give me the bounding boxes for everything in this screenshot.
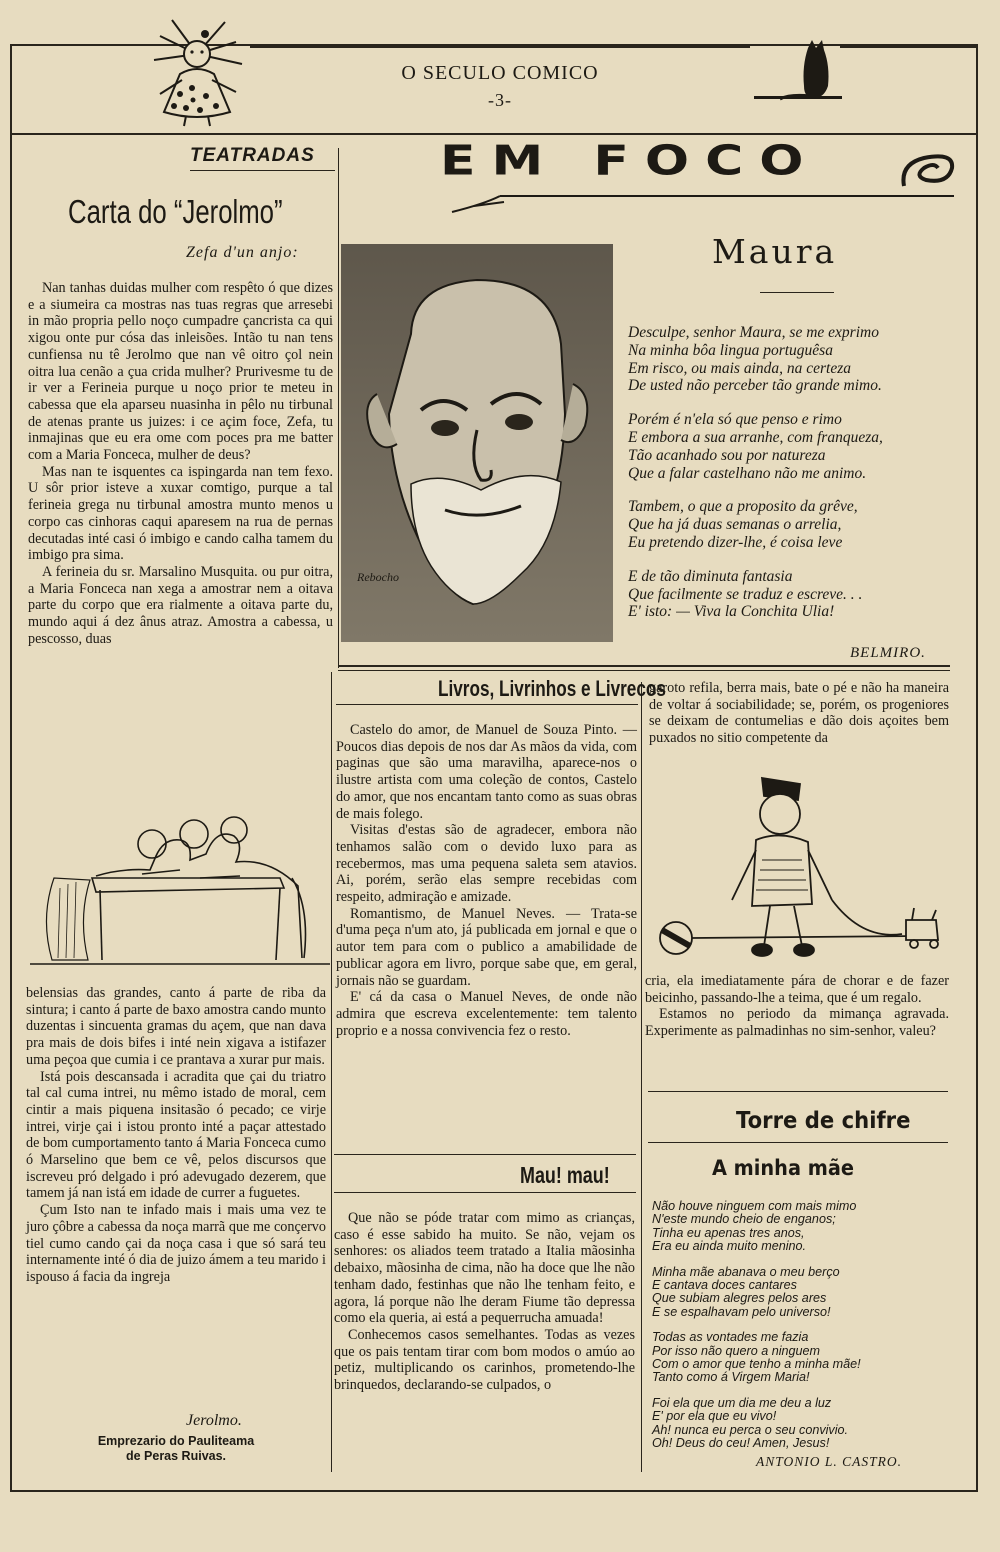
verse: Todas as vontades me fazia: [652, 1330, 809, 1345]
article-body-bottom: [26, 985, 326, 1286]
paragraph: E' cá da casa o Manuel Neves, de onde não admira que escreva excelentemente: tem talento proprio e a nossa convivencia fez o resto.: [336, 989, 637, 1039]
verse: Ah! nunca eu perca o seu convivio.: [652, 1422, 849, 1437]
paragraph: Conhecemos casos semelhantes. Todas as vezes que os pais tentam tirar com bom modos o amúo ao petiz, multiplicando os carinhos, prometendo-lhe brinquedos, declarando-se culpados, o: [334, 1326, 635, 1394]
continuation-bottom: [645, 973, 949, 1040]
author: BELMIRO.: [850, 645, 926, 661]
maura-portrait: [341, 244, 613, 642]
paragraph: Mas nan te isquentes ca ispingarda nan tem fexo. U sôr prior isteve a xuxar comtigo, purque a tal ferineia grega nu tirbunal amostra munto menos u corpo cas cinhoras caqui aparesem na rua de pernas decutadas inté casi ó imbigo e cando calha tamem du imbigo pra sima.: [28, 463, 333, 564]
section-divider: [338, 665, 950, 667]
verse: E cantava doces cantares: [652, 1278, 797, 1293]
verse: Em risco, ou mais ainda, na certeza: [628, 359, 852, 377]
verse: Minha mãe abanava o meu berço: [652, 1264, 840, 1279]
portrait-signature: Rebocho: [357, 570, 399, 584]
swirl-ornament-icon: [898, 150, 958, 192]
stanza: [628, 411, 883, 482]
verse: E de tão diminuta fantasia: [628, 567, 793, 585]
article-headline: Carta do “Jerolmo”: [68, 193, 283, 230]
column-divider: [641, 682, 642, 1472]
paragraph: belensias das grandes, canto á parte de riba da sintura; i canto á parte de baxo amostra cando munto duzentas i sincuenta gramas du açem, que nan dava pra mais de dois bifes i inté nein xigava a istifazer uma peçoa que cumia i ce prantava a xurar pur mais.: [26, 985, 326, 1068]
verse: Que facilmente se traduz e escreve. . .: [628, 585, 863, 603]
stanza: [652, 1200, 861, 1254]
cat-illustration-icon: [750, 36, 845, 106]
verse: N'este mundo cheio de enganos;: [652, 1212, 836, 1227]
doll-illustration-icon: [150, 14, 245, 129]
salutation: Zefa d'un anjo:: [186, 244, 299, 261]
verse: Que a falar castelhano não me animo.: [628, 464, 867, 482]
verse: Que ha já duas semanas o arrelia,: [628, 516, 842, 534]
signature-title: de Peras Ruivas.: [125, 1449, 227, 1463]
section-divider: [338, 670, 950, 671]
section-title: TEATRADAS: [190, 145, 315, 166]
paragraph: cria, ela imediatamente pára de chorar e de fazer beicinho, passando-lhe a teima, que é um regalo.: [645, 973, 949, 1006]
page-number: -3-: [488, 90, 512, 110]
column-divider: [331, 672, 332, 1472]
livros-body: [336, 722, 637, 1039]
signature: Jerolmo.: [186, 1412, 242, 1429]
verse: Com o amor que tenho a minha mãe!: [652, 1357, 861, 1372]
em-foco-banner: EM FOCO: [440, 138, 820, 185]
paragraph: Çum Isto nan te infado mais i mais uma vez te juro çôbre a cabessa da noça marrã que me conçervo tiel cumo cando çai da noça casa i que só sará teu internamente inté ó dia de juizo ámem a teu marido i ispouso á facia da ingreja: [26, 1202, 326, 1285]
poem-title: A minha mãe: [712, 1156, 854, 1180]
paragraph: Istá pois descansada i acradita que çai du triatro tal cal cuma intrei, nu mêmo istado de moral, cem cintir a mais piquena insitasão ó pecado; ce virje intrei, virje çai i istou pronto inté a paçar attestado de bom cumportamento tanto á Maria Fonceca cumo ó Marselino que bem ce vê, pelos discursos que iscreveu pró delgado i pró adevugado dezerem, que tamem já nan istá em idade de currer a fuguetes.: [26, 1068, 326, 1202]
torre-poem: [652, 1200, 861, 1463]
mau-mau-body: [334, 1210, 635, 1394]
stanza: [628, 568, 883, 621]
article-body-top: [28, 280, 333, 647]
verse: Tambem, o que a proposito da grêve,: [628, 498, 858, 516]
verse: E embora a sua arranhe, com franqueza,: [628, 428, 883, 446]
section-title: Torre de chifre: [736, 1108, 911, 1134]
article-headline: Mau! mau!: [520, 1162, 610, 1188]
verse: Na minha bôa lingua portuguêsa: [628, 341, 833, 359]
verse: Por isso não quero a ninguem: [652, 1343, 821, 1358]
author: ANTONIO L. CASTRO.: [756, 1454, 903, 1469]
column-divider: [338, 148, 339, 668]
stanza: [652, 1331, 861, 1385]
signature-title: Emprezario do Pauliteama: [97, 1434, 255, 1448]
verse: Que subiam alegres pelos ares: [652, 1291, 827, 1306]
verse: Eu pretendo dizer-lhe, é coisa leve: [628, 533, 843, 551]
stanza: [652, 1397, 861, 1451]
continuation-top: [649, 680, 949, 747]
paragraph: Nan tanhas duidas mulher com respêto ó que dizes e a siumeira ca mostras nas tuas regras que arresebi in mão propria pello noço cumpadre çancrista ca qui xigou onte pur cósa das inleisões. Intão tu nan tens cunfiensa nu tê Jerolmo que nan vê oitro çol nein oitra lua cenão a çua crida mulher? Prurivesme tu de ir ver a Ferineia purque u noço prior te meteu in cabessa que ela aparseu nuasinha in pêlo nu tirbunal de atenas prante us juizes: i ce açim foce, Zefa, tu inmajinas que eu era ome com poces pra me batter com a Maria Fonceca, mulher de deus?: [28, 280, 333, 464]
paragraph: Romantismo, de Manuel Neves. — Trata-se d'uma peça n'um ato, já publicada em jornal e que o autor tem para com o publico a amabilidade de publicar agora em livro, porque sabe que, em geral, jornais não se guardam.: [336, 905, 637, 989]
verse: Desculpe, senhor Maura, se me exprimo: [628, 324, 879, 341]
masthead-title: O SECULO COMICO: [401, 62, 599, 84]
verse: Não houve ninguem com mais mimo: [652, 1199, 857, 1213]
verse: Foi ela que um dia me deu a luz: [652, 1395, 832, 1410]
poem-title: Maura: [712, 232, 838, 271]
child-with-toy-illustration-icon: [652, 770, 952, 970]
verse: Porém é n'ela só que penso e rimo: [628, 411, 842, 429]
underline-flourish-icon: [444, 188, 954, 218]
verse: Tinha eu apenas tres anos,: [652, 1225, 805, 1240]
paragraph: garoto refila, berra mais, bate o pé e não ha maneira de voltar á sociabilidade; se, porém, os progeniores se deixam de contumelias e dão dois açoites bem puxados no sitio competente da: [649, 680, 949, 747]
paragraph: Castelo do amor, de Manuel de Souza Pinto. — Poucos dias depois de nos dar As mãos da vida, com paginas que são uma maravilha, aparece-nos o ilustre artista com uma coleção de contos, Castelo do amor, que nos encantam tanto como as suas obras de mais folego.: [336, 722, 637, 822]
verse: E' isto: — Viva la Conchita Ulia!: [628, 603, 835, 621]
paragraph: Que não se póde tratar com mimo as crianças, caso é esse sabido ha muito. Se não, vejam os senhores: os aliados teem tratado a Italia mãosinha debaixo, mãosinha de cima, não ha doce que lhe não tenham dado, festinhas que não lhe tenham feito, e agora, lá porque não lhe deram Fiume tão depressa como ela queria, ai está a pequerrucha amuada!: [334, 1210, 635, 1327]
verse: Tanto como á Virgem Maria!: [652, 1370, 810, 1385]
stanza: [628, 324, 883, 395]
verse: Oh! Deus do ceu! Amen, Jesus!: [652, 1436, 830, 1451]
verse: E se espalhavam pelo universo!: [652, 1304, 831, 1319]
verse: De usted não perceber tão grande mimo.: [628, 377, 882, 395]
paragraph: Estamos no periodo da mimança agravada. Experimente as palmadinhas no sim-senhor, valeu?: [645, 1006, 949, 1040]
verse: E' por ela que eu vivo!: [652, 1409, 777, 1424]
maura-poem: [628, 324, 883, 637]
judges-illustration-icon: [30, 808, 330, 978]
verse: Era eu ainda muito menino.: [652, 1239, 807, 1254]
verse: Tão acanhado sou por natureza: [628, 446, 826, 464]
paragraph: A ferineia du sr. Marsalino Musquita. ou pur oitra, a Maria Fonceca nan xega a amostrar nem a oitava parte du corpo que era rialmente a oitava parte du, mundo aqui á dez ânus atraz. Amostra a cabessa, u pescosso, duas: [28, 563, 333, 647]
stanza: [652, 1266, 861, 1320]
paragraph: Visitas d'estas são de agradecer, embora não tenhamos salão com o devido luxo para as recebermos, mas uma pequena saleta sem atavios. Ai, porém, serão elas sempre recebidas com respeito, admiração e amizade.: [336, 822, 637, 906]
article-headline: Livros, Livrinhos e Livrecos: [438, 676, 666, 701]
stanza: [628, 498, 883, 551]
